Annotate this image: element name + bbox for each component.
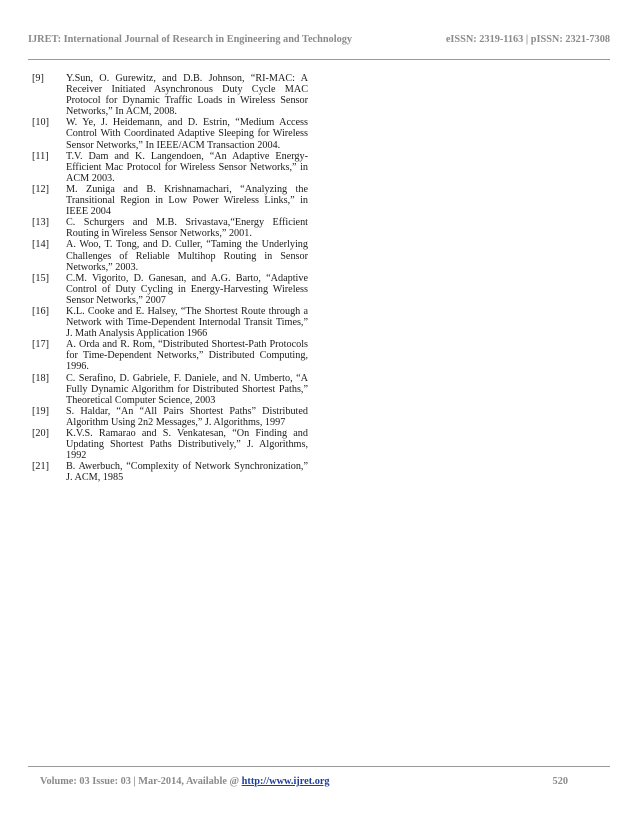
reference-text: C. Serafino, D. Gabriele, F. Daniele, and N. Umberto, “A Fully Dynamic Algorithm for Distributed Shortest Paths,” Theoretical Computer Science, 2003 [66, 372, 308, 406]
reference-text: T.V. Dam and K. Langendoen, “An Adaptive Energy-Efficient Mac Protocol for Wireless Sensor Networks,” in ACM 2003. [66, 150, 308, 184]
volume-text: Volume: 03 Issue: 03 | Mar-2014, Available @ [40, 776, 242, 787]
reference-item [32, 117, 308, 150]
reference-item [32, 428, 308, 461]
reference-text: S. Haldar, “An “All Pairs Shortest Paths” Distributed Algorithm Using 2n2 Messages,” J. Algorithms, 1997 [66, 405, 308, 428]
page-footer [40, 776, 568, 787]
reference-item [32, 406, 308, 428]
journal-website-link[interactable]: http://www.ijret.org [241, 776, 330, 787]
reference-item [32, 273, 308, 306]
reference-item [32, 151, 308, 184]
reference-number: [10] [32, 117, 49, 129]
reference-number: [9] [32, 73, 44, 84]
header-divider [28, 59, 610, 60]
reference-item [32, 217, 308, 239]
reference-number: [12] [32, 183, 49, 195]
journal-title: IJRET: International Journal of Research in Engineering and Technology [28, 34, 353, 45]
reference-text: W. Ye, J. Heidemann, and D. Estrin, “Medium Access Control With Coordinated Adaptive Sleeping for Wireless Sensor Networks,” In IEEE/ACM Transaction 2004. [66, 117, 308, 151]
reference-item [32, 461, 308, 483]
reference-text: B. Awerbuch, “Complexity of Network Synchronization,” J. ACM, 1985 [66, 461, 308, 484]
reference-number: [18] [32, 372, 49, 384]
reference-text: C.M. Vigorito, D. Ganesan, and A.G. Barto, “Adaptive Control of Duty Cycling in Energy-Harvesting Wireless Sensor Networks,” 2007 [66, 272, 308, 306]
reference-text: Y.Sun, O. Gurewitz, and D.B. Johnson, “RI-MAC: A Receiver Initiated Asynchronous Duty Cycle MAC Protocol for Dynamic Traffic Loads in Wireless Sensor Networks,” In ACM, 2008. [66, 73, 308, 118]
reference-number: [20] [32, 428, 49, 439]
reference-text: A. Woo, T. Tong, and D. Culler, “Taming the Underlying Challenges of Reliable Multihop Routing in Sensor Networks,” 2003. [66, 239, 308, 273]
issn-text: eISSN: 2319-1163 | pISSN: 2321-7308 [445, 34, 610, 45]
reference-number: [21] [32, 461, 49, 473]
reference-number: [17] [32, 339, 49, 351]
footer-divider [28, 766, 610, 767]
page-number: 520 [552, 776, 568, 787]
reference-number: [15] [32, 272, 49, 284]
page-header [28, 34, 610, 45]
reference-text: C. Schurgers and M.B. Srivastava,“Energy Efficient Routing in Wireless Sensor Networks,” 2001. [66, 217, 308, 240]
reference-item [32, 239, 308, 272]
references-list [32, 73, 308, 483]
issue-info [40, 776, 330, 787]
reference-item [32, 373, 308, 406]
reference-number: [11] [32, 150, 49, 162]
reference-text: K.L. Cooke and E. Halsey, “The Shortest Route through a Network with Time-Dependent Internodal Transit Times,” J. Math Analysis Application 1966 [66, 305, 308, 340]
reference-item [32, 184, 308, 217]
reference-text: A. Orda and R. Rom, “Distributed Shortest-Path Protocols for Time-Dependent Networks,” Distributed Computing, 1996. [66, 339, 308, 373]
reference-item [32, 339, 308, 372]
reference-number: [19] [32, 405, 49, 417]
reference-text: K.V.S. Ramarao and S. Venkatesan, “On Finding and Updating Shortest Paths Distributively,” J. Algorithms, 1992 [66, 428, 308, 462]
reference-number: [16] [32, 305, 49, 317]
reference-number: [14] [32, 239, 49, 251]
reference-number: [13] [32, 217, 49, 229]
reference-text: M. Zuniga and B. Krishnamachari, “Analyzing the Transitional Region in Low Power Wireless Links,” in IEEE 2004 [66, 183, 308, 218]
reference-item [32, 306, 308, 339]
reference-item [32, 73, 308, 117]
